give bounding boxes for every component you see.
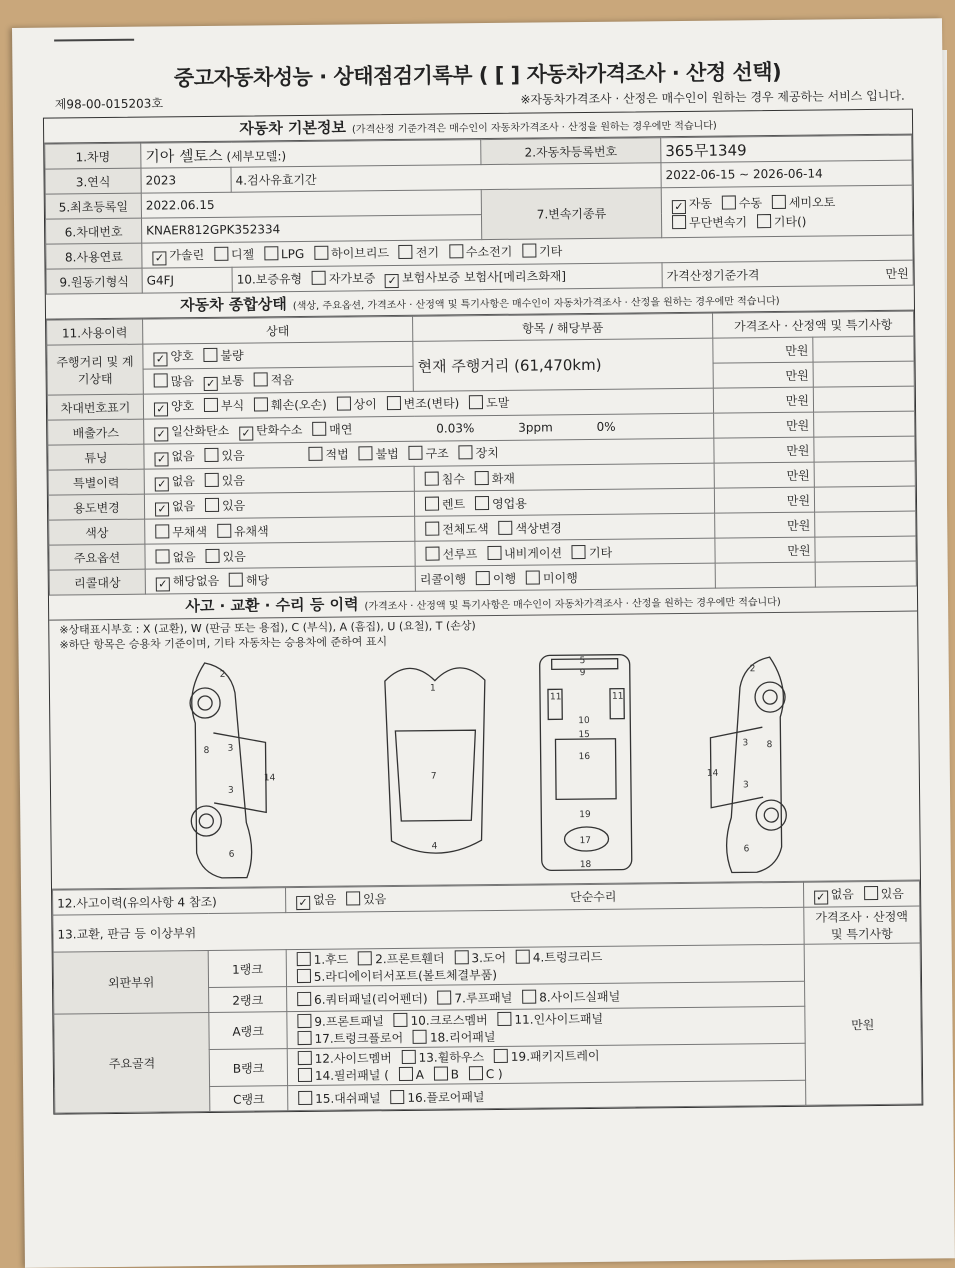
col-items: 항목 / 해당부품 bbox=[413, 313, 713, 341]
repair-label: 단순수리 bbox=[570, 889, 617, 904]
checkbox[interactable] bbox=[155, 524, 169, 538]
firstreg-value: 2022.06.15 bbox=[141, 190, 481, 219]
checkbox[interactable] bbox=[425, 546, 439, 560]
checkbox[interactable] bbox=[772, 194, 786, 208]
checkbox[interactable] bbox=[298, 1090, 312, 1104]
checkbox[interactable] bbox=[297, 991, 311, 1005]
svg-text:11: 11 bbox=[611, 691, 624, 702]
inspect-label: 4.검사유효기간 bbox=[231, 163, 661, 193]
trans-options: ✓ 자동 수동 세미오토 무단변속기 기타() bbox=[661, 185, 913, 238]
rankB-items: 12.사이드멤버 13.휠하우스 19.패키지트레이 14.필러패널 ( A B C ) bbox=[287, 1043, 805, 1085]
repair-options: ✓ 없음 있음 bbox=[803, 881, 920, 907]
form-title: 중고자동차성능 · 상태점검기록부 ( [ ] 자동차가격조사 · 산정 선택) bbox=[173, 59, 782, 91]
top-view-car bbox=[385, 668, 487, 854]
checkbox[interactable] bbox=[298, 1068, 312, 1082]
checkbox[interactable] bbox=[297, 952, 311, 966]
recall-options: ✓ 해당없음 해당 bbox=[145, 566, 415, 594]
checkbox[interactable] bbox=[425, 521, 439, 535]
parts-note: 가격조사 · 산정액 및 특기사항 bbox=[803, 906, 920, 944]
unit-text: 만원 bbox=[715, 537, 815, 563]
rank2-items: 6.쿼터패널(리어펜더) 7.루프패널 8.사이드실패널 bbox=[286, 981, 804, 1011]
color-label: 색상 bbox=[49, 519, 145, 545]
checkbox[interactable] bbox=[522, 989, 536, 1003]
vin-label: 6.차대번호 bbox=[46, 218, 142, 244]
col-price-notes: 가격조사 · 산정액 및 특기사항 bbox=[713, 311, 914, 338]
form-page bbox=[42, 41, 923, 1115]
hc-value: 3ppm bbox=[518, 419, 553, 435]
unit-text: 만원 bbox=[714, 487, 814, 513]
usage-options: ✓ 없음 있음 bbox=[144, 491, 414, 519]
checkbox[interactable] bbox=[722, 195, 736, 209]
fuel-options: ✓ 가솔린 디젤 LPG 하이브리드 전기 수소전기 기타 bbox=[142, 235, 913, 268]
checkbox[interactable] bbox=[214, 246, 228, 260]
mileage-opts2: 많음 ✓ 보통 적음 bbox=[143, 366, 413, 394]
fuel-label: 8.사용연료 bbox=[46, 243, 142, 269]
checkbox[interactable] bbox=[297, 969, 311, 983]
checkbox[interactable]: ✓ bbox=[153, 352, 167, 366]
checkbox[interactable] bbox=[297, 1031, 311, 1045]
accident-table bbox=[52, 881, 922, 1114]
rankA-items: 9.프론트패널 10.크로스멤버 11.인사이드패널 17.트렁크플로어 18.리어패널 bbox=[287, 1006, 805, 1048]
checkbox[interactable]: ✓ bbox=[155, 477, 169, 491]
warranty-cell: 10.보증유형 자가보증 ✓ 보험사보증 보험사[메리츠화재] bbox=[232, 263, 662, 293]
firstreg-label: 5.최초등록일 bbox=[45, 193, 141, 219]
rankC-items: 15.대쉬패널 16.플로어패널 bbox=[288, 1080, 806, 1110]
mileage-value: 현재 주행거리 (61,470km) bbox=[413, 338, 714, 391]
svg-text:6: 6 bbox=[743, 844, 750, 855]
checkbox[interactable] bbox=[358, 446, 372, 460]
special-options: ✓ 없음 있음 bbox=[144, 466, 414, 494]
form-frame bbox=[43, 109, 923, 1115]
rankB-label: B랭크 bbox=[209, 1049, 287, 1087]
standard-legend: ※하단 항목은 승용차 기준이며, 기타 자동차는 승용차에 준하여 표시 bbox=[59, 635, 388, 652]
tuning-label: 튜닝 bbox=[48, 444, 144, 470]
checkbox[interactable] bbox=[458, 445, 472, 459]
checkbox[interactable] bbox=[298, 1051, 312, 1065]
recall-items: 리콜이행 이행 미이행 bbox=[415, 563, 715, 591]
right-side-car bbox=[706, 657, 787, 873]
checkbox[interactable]: ✓ bbox=[154, 452, 168, 466]
checkbox[interactable] bbox=[526, 570, 540, 584]
checkbox[interactable] bbox=[413, 1030, 427, 1044]
svg-text:15: 15 bbox=[578, 729, 590, 741]
checkbox[interactable] bbox=[487, 545, 501, 559]
svg-text:18: 18 bbox=[579, 859, 592, 871]
plate-label: 차대번호표기 bbox=[47, 394, 143, 420]
engine-value: G4FJ bbox=[142, 267, 232, 293]
checkbox[interactable] bbox=[264, 246, 278, 260]
checkbox[interactable] bbox=[475, 471, 489, 485]
svg-text:10: 10 bbox=[578, 715, 590, 727]
mileage-label: 주행거리 및 계기상태 bbox=[47, 344, 144, 395]
checkbox[interactable] bbox=[672, 214, 686, 228]
checkbox[interactable] bbox=[346, 891, 360, 905]
svg-text:2: 2 bbox=[219, 669, 226, 680]
checkbox[interactable] bbox=[497, 1012, 511, 1026]
checkbox[interactable] bbox=[475, 496, 489, 510]
year-value: 2023 bbox=[141, 167, 231, 193]
trans-label: 7.변속기종류 bbox=[481, 188, 662, 240]
basic-info-table bbox=[44, 135, 914, 295]
checkbox[interactable] bbox=[757, 214, 771, 228]
svg-text:3: 3 bbox=[742, 780, 749, 791]
unit-text: 만원 bbox=[713, 362, 813, 388]
emission-options: ✓ 일산화탄소 ✓ 탄화수소 매연 0.03% 3ppm 0% bbox=[144, 413, 714, 444]
year-label: 3.연식 bbox=[45, 168, 141, 194]
unit-text: 만원 bbox=[715, 512, 815, 538]
unit-text: 만원 bbox=[713, 337, 813, 363]
col-usage-history: 11.사용이력 bbox=[47, 319, 143, 345]
checkbox[interactable] bbox=[425, 471, 439, 485]
option-items: 선루프 내비게이션 기타 bbox=[415, 538, 715, 566]
unit-text: 만원 bbox=[714, 462, 814, 488]
color-items: 전체도색 색상변경 bbox=[415, 513, 715, 541]
name-value: 기아 셀토스 bbox=[145, 146, 223, 166]
mileage-opts1: ✓ 양호 불량 bbox=[143, 341, 413, 369]
checkbox[interactable] bbox=[217, 523, 231, 537]
checkbox[interactable] bbox=[516, 950, 530, 964]
checkbox[interactable] bbox=[205, 548, 219, 562]
car-diagram-area bbox=[49, 612, 920, 890]
status-legend: ※상태표시부호 : X (교환), W (판금 또는 용접), C (부식), A (흠집), U (요철), T (손상) bbox=[59, 619, 476, 637]
checkbox[interactable] bbox=[572, 545, 586, 559]
checkbox[interactable] bbox=[204, 447, 218, 461]
checkbox[interactable]: ✓ bbox=[152, 251, 166, 265]
checkbox[interactable] bbox=[399, 1067, 413, 1081]
checkbox[interactable] bbox=[469, 395, 483, 409]
option-label: 주요옵션 bbox=[49, 544, 145, 570]
checkbox[interactable] bbox=[205, 472, 219, 486]
overall-table bbox=[46, 311, 917, 596]
checkbox[interactable] bbox=[522, 243, 536, 257]
name-label: 1.차명 bbox=[45, 143, 141, 169]
inspect-value: 2022-06-15 ~ 2026-06-14 bbox=[661, 160, 912, 188]
checkbox[interactable] bbox=[864, 885, 878, 899]
checkbox[interactable] bbox=[336, 396, 350, 410]
outer-label: 외판부위 bbox=[53, 950, 209, 1014]
rankC-label: C랭크 bbox=[210, 1086, 288, 1112]
unit-text: 만원 bbox=[714, 412, 814, 438]
svg-text:8: 8 bbox=[203, 745, 210, 757]
svg-text:5: 5 bbox=[579, 656, 586, 667]
parts-label: 13.교환, 판금 등 이상부위 bbox=[53, 907, 804, 952]
checkbox[interactable] bbox=[308, 446, 322, 460]
checkbox[interactable]: ✓ bbox=[239, 426, 253, 440]
svg-text:1: 1 bbox=[429, 683, 436, 694]
checkbox[interactable]: ✓ bbox=[154, 402, 168, 416]
vin-value: KNAER812GPK352334 bbox=[141, 215, 481, 244]
option-options: 없음 있음 bbox=[145, 541, 415, 569]
checkbox[interactable] bbox=[312, 421, 326, 435]
unit-text: 만원 bbox=[713, 387, 813, 413]
special-label: 특별이력 bbox=[48, 469, 144, 495]
color-options: 무채색 유채색 bbox=[145, 516, 415, 544]
checkbox[interactable] bbox=[437, 990, 451, 1004]
special-items: 침수 화재 bbox=[414, 463, 714, 491]
svg-text:3: 3 bbox=[227, 785, 234, 796]
price-cell: 가격산정기준가격 만원 bbox=[662, 260, 913, 288]
checkbox[interactable] bbox=[254, 397, 268, 411]
inspection-sheet bbox=[12, 18, 955, 1268]
checkbox[interactable] bbox=[476, 571, 490, 585]
svg-text:14: 14 bbox=[706, 768, 719, 779]
top-staple-line bbox=[54, 39, 134, 42]
checkbox[interactable] bbox=[469, 1066, 483, 1080]
recall-label: 리콜대상 bbox=[49, 569, 145, 595]
checkbox[interactable] bbox=[498, 520, 512, 534]
svg-text:14: 14 bbox=[263, 773, 276, 784]
overall-heading: 자동차 종합상태 (색상, 주요옵션, 가격조사 · 산정액 및 특기사항은 매수인이 자동차가격조사 · 산정을 원하는 경우에만 적습니다) bbox=[46, 286, 914, 320]
checkbox[interactable] bbox=[229, 572, 243, 586]
frame-view-car bbox=[540, 655, 632, 871]
checkbox[interactable] bbox=[314, 245, 328, 259]
svg-text:7: 7 bbox=[430, 771, 437, 782]
accident-heading: 사고 · 교환 · 수리 등 이력 (가격조사 · 산정액 및 특기사항은 매수인이 자동차가격조사 · 산정을 원하는 경우에만 적습니다) bbox=[49, 587, 917, 621]
smoke-value: 0% bbox=[596, 419, 616, 434]
checkbox[interactable] bbox=[297, 1014, 311, 1028]
rankA-label: A랭크 bbox=[209, 1012, 287, 1050]
frame-label: 주요골격 bbox=[54, 1012, 210, 1113]
regno-value: 365무1349 bbox=[661, 135, 912, 163]
checkbox[interactable] bbox=[386, 395, 400, 409]
checkbox[interactable] bbox=[402, 1050, 416, 1064]
checkbox[interactable]: ✓ bbox=[385, 273, 399, 287]
emission-label: 배출가스 bbox=[48, 419, 144, 445]
checkbox[interactable]: ✓ bbox=[814, 890, 828, 904]
usage-label: 용도변경 bbox=[48, 494, 144, 520]
name-note: (세부모델:) bbox=[226, 148, 287, 164]
regno-label: 2.자동차등록번호 bbox=[481, 138, 661, 165]
checkbox[interactable] bbox=[205, 497, 219, 511]
checkbox[interactable] bbox=[204, 397, 218, 411]
accident-label: 12.사고이력(유의사항 4 참조) bbox=[53, 888, 286, 915]
checkbox[interactable]: ✓ bbox=[204, 376, 218, 390]
checkbox[interactable] bbox=[155, 549, 169, 563]
checkbox[interactable] bbox=[425, 496, 439, 510]
left-side-car bbox=[190, 662, 277, 878]
checkbox[interactable] bbox=[254, 372, 268, 386]
svg-text:19: 19 bbox=[579, 809, 591, 821]
service-notice: ※자동차가격조사 · 산정은 매수인이 원하는 경우 제공하는 서비스 입니다. bbox=[520, 88, 905, 107]
checkbox[interactable] bbox=[399, 244, 413, 258]
checkbox[interactable] bbox=[203, 347, 217, 361]
document-number: 제98-00-015203호 bbox=[54, 96, 164, 112]
rank1-items: 1.후드 2.프론트휀더 3.도어 4.트렁크리드 5.라디에이터서포트(볼트체결부품) bbox=[286, 944, 804, 986]
accident-options: ✓ 없음 있음 단순수리 bbox=[285, 882, 803, 912]
unit-text: 만원 bbox=[714, 437, 814, 463]
checkbox[interactable] bbox=[449, 244, 463, 258]
co-value: 0.03% bbox=[436, 420, 475, 436]
car-diagram bbox=[50, 646, 912, 887]
svg-text:6: 6 bbox=[228, 849, 235, 860]
engine-label: 9.원동기형식 bbox=[46, 268, 142, 294]
plate-options: ✓ 양호 부식 훼손(오손) 상이 변조(변타) 도말 bbox=[143, 388, 713, 419]
checkbox[interactable] bbox=[434, 1066, 448, 1080]
checkbox[interactable]: ✓ bbox=[156, 577, 170, 591]
checkbox[interactable] bbox=[494, 1049, 508, 1063]
svg-text:11: 11 bbox=[549, 692, 562, 703]
checkbox[interactable] bbox=[390, 1089, 404, 1103]
rank1-label: 1랭크 bbox=[208, 950, 286, 988]
svg-text:8: 8 bbox=[766, 740, 773, 751]
rank2-label: 2랭크 bbox=[209, 987, 287, 1013]
checkbox[interactable]: ✓ bbox=[296, 895, 310, 909]
checkbox[interactable] bbox=[154, 373, 168, 387]
svg-text:2: 2 bbox=[749, 664, 756, 675]
checkbox[interactable] bbox=[408, 445, 422, 459]
svg-text:3: 3 bbox=[742, 738, 749, 749]
svg-text:9: 9 bbox=[579, 668, 586, 679]
svg-text:16: 16 bbox=[578, 751, 591, 763]
svg-text:17: 17 bbox=[579, 835, 592, 847]
usage-items: 렌트 영업용 bbox=[414, 488, 714, 516]
checkbox[interactable] bbox=[394, 1013, 408, 1027]
col-status: 상태 bbox=[143, 316, 413, 344]
checkbox[interactable]: ✓ bbox=[672, 199, 686, 213]
svg-text:4: 4 bbox=[431, 841, 438, 852]
checkbox[interactable] bbox=[358, 951, 372, 965]
checkbox[interactable] bbox=[454, 950, 468, 964]
checkbox[interactable]: ✓ bbox=[155, 502, 169, 516]
basic-info-heading: 자동차 기본정보 (가격산정 기준가격은 매수인이 자동차가격조사 · 산정을 원하는 경우에만 적습니다) bbox=[44, 110, 912, 144]
checkbox[interactable]: ✓ bbox=[154, 427, 168, 441]
checkbox[interactable] bbox=[312, 270, 326, 284]
svg-text:3: 3 bbox=[227, 743, 234, 754]
parts-unit: 만원 bbox=[804, 943, 922, 1105]
tuning-options: ✓ 없음 있음 적법 불법 구조 장치 bbox=[144, 438, 714, 469]
